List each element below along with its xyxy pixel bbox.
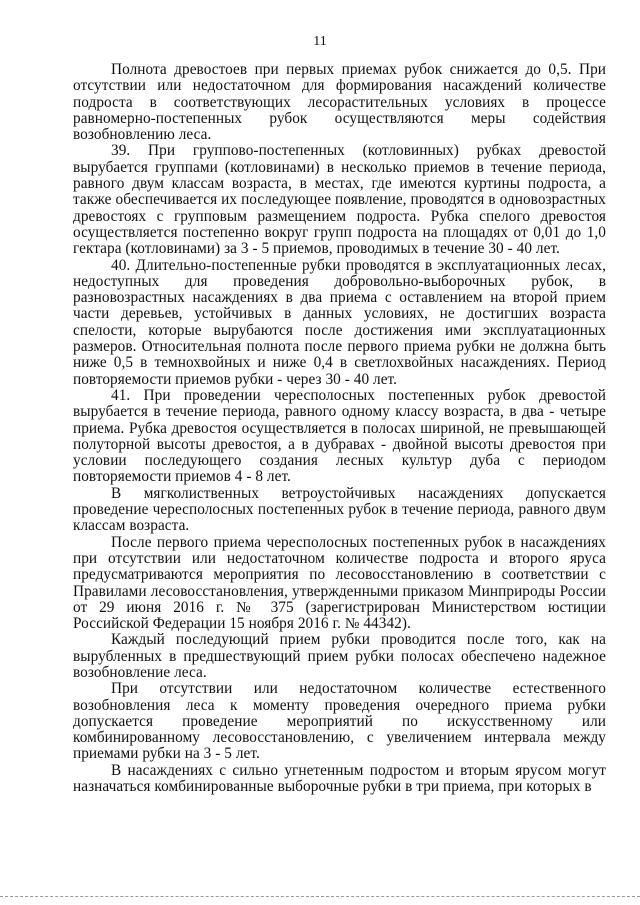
paragraph-each-next-stage: Каждый последующий прием рубки проводится после того, как на вырубленных в предшествующий прием рубки полосах обеспечено надежное возобновление леса. [73,631,606,681]
paragraph-39-group-gradual-cutting: 39. При группово-постепенных (котловинных) рубках древостой вырубается группами (котловинами) в несколько приемов в течение периода, равного двум классам возраста, в местах, где имеются куртины подроста, а также обеспечивается их последующее появление, проводятся в одновозрастных древостоях с групповым размещением подроста. Рубка спелого древостоя осуществляется постепенно вокруг групп подроста на площадях от 0,01 до 1,0 гектара (котловинами) за 3 - 5 приемов, проводимых в течение 30 - 40 лет. [73,142,606,258]
paragraph-41-strip-gradual-cutting: 41. При проведении чересполосных постепенных рубок древостой вырубается в течение периода, равного одному классу возраста, в два - четыре приема. Рубка древостоя осуществляется в полосах шириной, не превышающей полуторной высоты древостоя, а в дубравах - двойной высоты древостоя при условии последующего создания лесных культур дуба с периодом повторяемости приемов 4 - 8 лет. [73,386,606,486]
paragraph-canopy-density: Полнота древостоев при первых приемах рубок снижается до 0,5. При отсутствии или недостаточном для формирования насаждений количестве подроста в соответствующих лесорастительных условиях в процессе равномерно-постепенных рубок осуществляются меры содействия возобновлению леса. [73,61,606,144]
document-body [73,62,606,795]
page-bottom-edge [0,896,640,897]
page-number: 11 [313,34,327,49]
paragraph-after-first-stage: После первого приема чересполосных постепенных рубок в насаждениях при отсутствии или недостаточном количестве подроста и второго яруса предусматриваются мероприятия по лесовосстановлению в соответствии с Правилами лесовосстановления, утвержденными приказом Минприроды России от 29 июня 2016 г. № 375 (зарегистрирован Министерством юстиции Российской Федерации 15 ноября 2016 г. № 44342). [73,533,606,633]
paragraph-40-long-gradual-cutting: 40. Длительно-постепенные рубки проводятся в эксплуатационных лесах, недоступных для проведения добровольно-выборочных рубок, в разновозрастных насаждениях в два приема с оставлением на второй прием части деревьев, устойчивых в данных условиях, не достигших возраста спелости, которые вырубаются после достижения ими эксплуатационных размеров. Относительная полнота после первого приема рубки не должна быть ниже 0,5 в темнохвойных и ниже 0,4 в светлохвойных насаждениях. Период повторяемости приемов рубки - через 30 - 40 лет. [73,256,606,388]
paragraph-insufficient-regeneration: При отсутствии или недостаточном количестве естественного возобновления леса к моменту проведения очередного приема рубки допускается проведение мероприятий по искусственному или комбинированному лесовосстановлению, с увеличением интервала между приемами рубки на 3 - 5 лет. [73,680,606,763]
paragraph-suppressed-undergrowth: В насаждениях с сильно угнетенным подростом и вторым ярусом могут назначаться комбинированные выборочные рубки в три приема, при которых в [73,761,606,796]
paragraph-soft-leaved-stands: В мягколиственных ветроустойчивых насаждениях допускается проведение чересполосных постепенных рубок в течение периода, равного двум классам возраста. [73,484,606,535]
